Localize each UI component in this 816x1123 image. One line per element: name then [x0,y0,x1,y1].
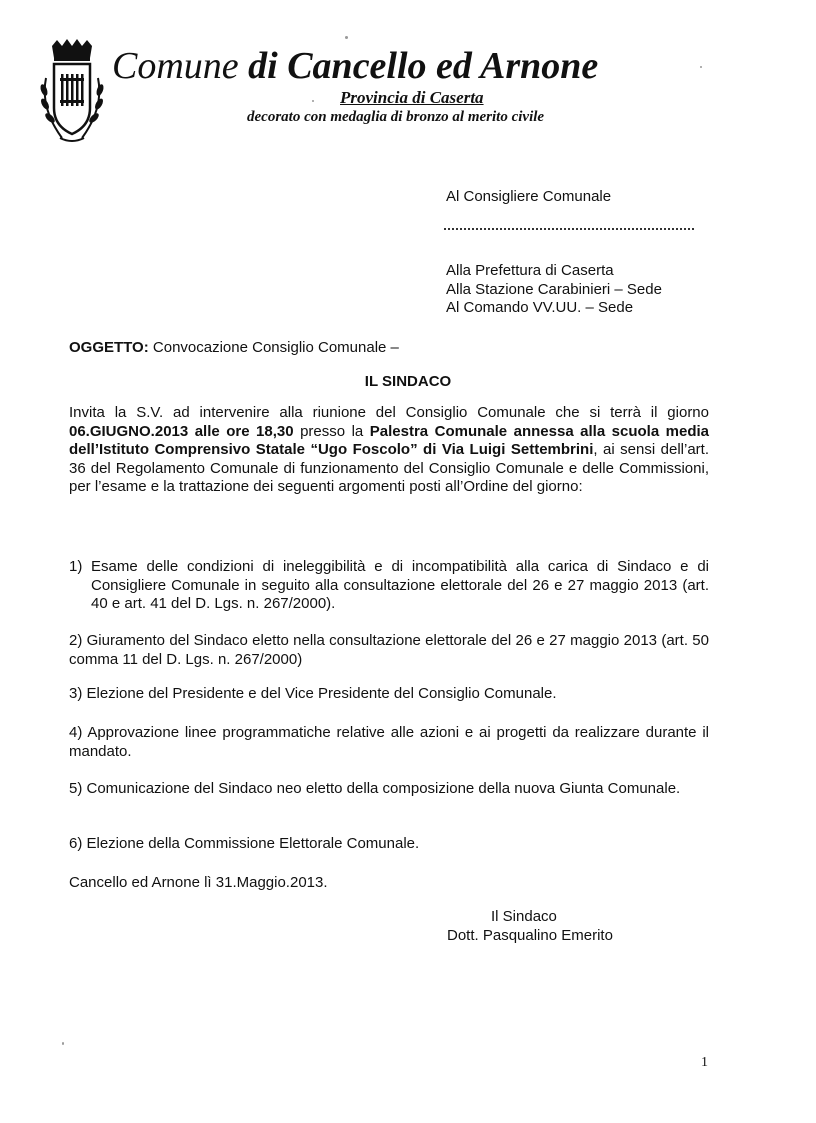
agenda-item-4: 4) Approvazione linee programmatiche relative alle azioni e ai progetti da realizzare durante il mandato. [69,724,709,760]
province-subtitle: Provincia di Caserta [340,88,484,107]
subject-text: Convocazione Consiglio Comunale – [148,339,399,356]
meeting-venue: Palestra Comunale annessa alla scuola media dell’Istituto Comprensivo Statale “Ugo Foscolo” di Via Luigi Settembrini [69,422,710,458]
title-main: di Cancello ed Arnone [248,45,599,87]
agenda-item-2: 2) Giuramento del Sindaco eletto nella consultazione elettorale del 26 e 27 maggio 2013 (art. 50 comma 11 del D. Lgs. n. 267/2000) [69,632,709,668]
scan-speck [62,1042,64,1045]
medal-tagline: decorato con medaglia di bronzo al merito civile [247,109,545,125]
invitation-text-2: presso la [293,422,370,440]
recipient-councillor: Al Consigliere Comunale [446,188,612,205]
recipient-police: Al Comando VV.UU. – Sede [446,299,634,316]
invitation-text-1: Invita la S.V. ad intervenire alla riunione del Consiglio Comunale che si terrà il giorno [69,404,709,421]
invitation-paragraph [69,404,709,497]
agenda-item-5: 5) Comunicazione del Sindaco neo eletto della composizione della nuova Giunta Comunale. [69,780,681,797]
subject-line [69,339,399,356]
municipality-title [112,44,598,88]
page-number: 1 [701,1055,708,1070]
signature-role: Il Sindaco [491,908,557,925]
invitation-text-3: , ai sensi dell’art. 36 del Regolamento Comunale di funzionamento del Consiglio Comunale e delle Commissioni, per l’esame e la trattazione dei seguenti argomenti posti all’Ordine del giorno: [69,441,709,495]
section-heading: IL SINDACO [364,373,452,390]
scan-speck [700,66,702,68]
place-and-date: Cancello ed Arnone lì 31.Maggio.2013. [69,874,328,891]
recipient-name-blank [444,228,694,230]
agenda-item-6: 6) Elezione della Commissione Elettorale Comunale. [69,835,420,852]
agenda-item-3: 3) Elezione del Presidente e del Vice Presidente del Consiglio Comunale. [69,685,557,702]
signature-name: Dott. Pasqualino Emerito [447,927,613,944]
scan-speck [312,100,314,102]
scan-speck [345,36,348,39]
recipient-prefecture: Alla Prefettura di Caserta [446,262,614,279]
title-prefix: Comune [112,45,249,87]
recipient-carabinieri: Alla Stazione Carabinieri – Sede [446,281,662,298]
meeting-date: 06.GIUGNO.2013 alle ore 18,30 [69,422,294,440]
municipal-crest-icon [32,38,112,148]
agenda-item-1-text: Esame delle condizioni di ineleggibilità e di incompatibilità alla carica di Sindaco e di Consigliere Comunale in seguito alla consultazione elettorale del 26 e 27 maggio 2013 (art. 40 e art. 41 del D. Lgs. n. 267/2000). [91,558,709,612]
agenda-item-1-number: 1) [69,558,83,575]
agenda-item-1 [69,558,709,614]
subject-label: OGGETTO: [69,339,149,356]
